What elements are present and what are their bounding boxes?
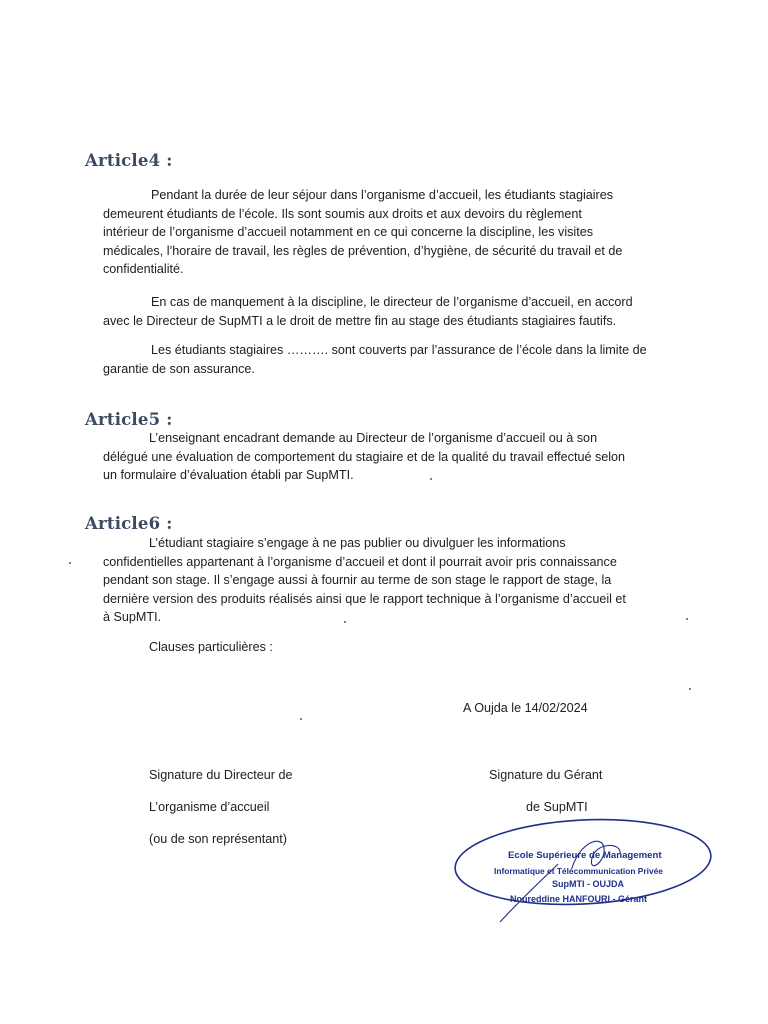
text-line: dernière version des produits réalisés ainsi que le rapport technique à l’organisme d’accueil et (103, 591, 626, 606)
article5-paragraph (103, 429, 625, 485)
text-line: L’enseignant encadrant demande au Directeur de l’organisme d’accueil ou à son (149, 431, 598, 445)
article5-heading: Article5 : (85, 410, 173, 429)
scan-speck (300, 718, 302, 720)
scan-speck (689, 688, 691, 690)
text-line: En cas de manquement à la discipline, le directeur de l’organisme d’accueil, en accord (151, 295, 633, 309)
article6-heading: Article6 : (85, 514, 173, 533)
sig-right-line-1: Signature du Gérant (489, 768, 603, 782)
text-line: Les étudiants stagiaires ………. sont couverts par l’assurance de l’école dans la limite de (151, 343, 647, 357)
article4-paragraph-2 (103, 293, 633, 330)
sig-left-line-2: L’organisme d’accueil (149, 800, 270, 814)
svg-text:Ecole Supérieure de Management: Ecole Supérieure de Management (508, 850, 662, 861)
text-line: médicales, l’horaire de travail, les règles de prévention, d’hygiène, de sécurité du travail et de (103, 243, 623, 258)
scan-speck (344, 621, 346, 623)
text-line: un formulaire d’évaluation établi par SupMTI. (103, 468, 354, 482)
clauses-label: Clauses particulières : (149, 640, 273, 654)
text-line: demeurent étudiants de l’école. Ils sont soumis aux droits et aux devoirs du règlement (103, 206, 582, 221)
scan-speck (430, 478, 432, 480)
scan-speck (686, 618, 688, 620)
text-line: L’étudiant stagiaire s’engage à ne pas publier ou divulguer les informations (149, 536, 566, 550)
article6-paragraph (103, 534, 626, 627)
sig-right-line-2: de SupMTI (526, 800, 588, 814)
text-line: avec le Directeur de SupMTI a le droit de mettre fin au stage des étudiants stagiaires fautifs. (103, 313, 617, 328)
svg-text:SupMTI - OUJDA: SupMTI - OUJDA (552, 879, 624, 889)
text-line: Pendant la durée de leur séjour dans l’organisme d’accueil, les étudiants stagiaires (151, 188, 614, 202)
scan-speck (69, 562, 71, 564)
svg-text:Informatique et Télécommunicat: Informatique et Télécommunication Privée (494, 866, 663, 876)
article4-paragraph-3 (103, 341, 647, 378)
sig-left-line-1: Signature du Directeur de (149, 768, 293, 782)
article4-paragraph-1 (103, 186, 622, 279)
place-date: A Oujda le 14/02/2024 (463, 701, 588, 715)
text-line: intérieur de l’organisme d’accueil notamment en ce qui concerne la discipline, les visites (103, 225, 594, 239)
text-line: confidentielles appartenant à l’organisme d’accueil et dont il pourrait avoir pris connaissance (103, 554, 617, 569)
text-line: à SupMTI. (103, 610, 162, 624)
text-line: délégué une évaluation de comportement du stagiaire et de la qualité du travail effectué selon (103, 449, 626, 464)
svg-text:Noureddine HANFOURI - Gérant: Noureddine HANFOURI - Gérant (510, 894, 648, 904)
article4-heading: Article4 : (85, 151, 173, 170)
text-line: confidentialité. (103, 262, 184, 276)
text-line: pendant son stage. Il s’engage aussi à fournir au terme de son stage le rapport de stage, la (103, 573, 612, 587)
text-line: garantie de son assurance. (103, 361, 255, 376)
company-stamp (452, 812, 714, 922)
sig-left-line-3: (ou de son représentant) (149, 832, 287, 846)
